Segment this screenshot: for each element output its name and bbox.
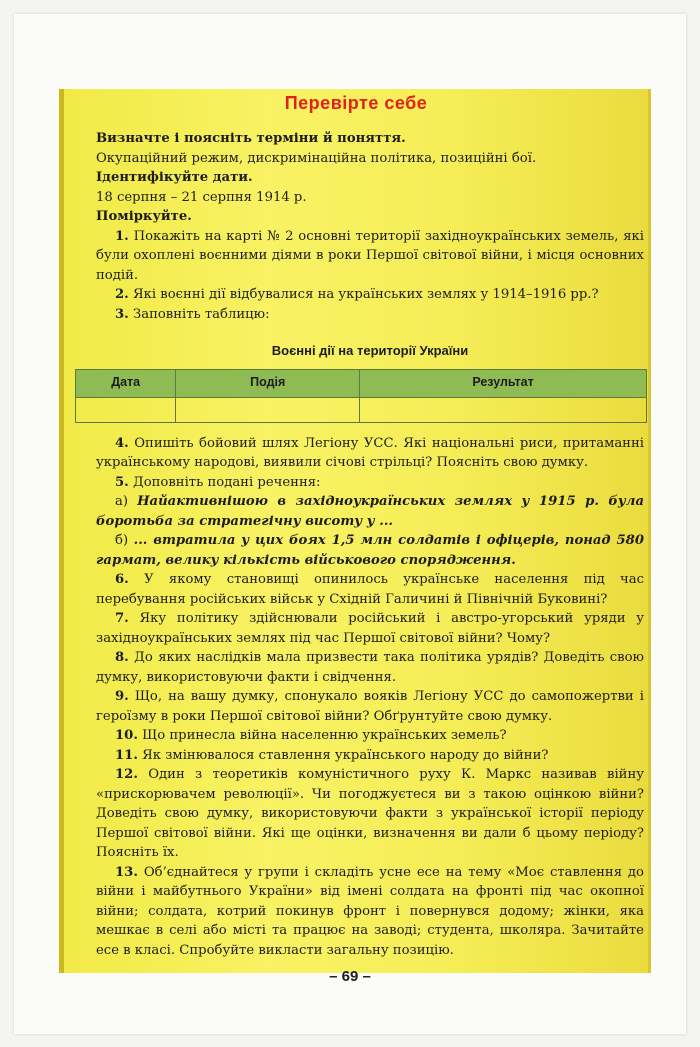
question-8: 8. До яких наслідків мала призвести така політика урядів? Доведіть свою думку, використовуючи факти і свідчення.: [96, 650, 644, 685]
question-2: 2. Які воєнні дії відбувалися на українських землях у 1914–1916 рр.?: [115, 287, 599, 302]
question-3: 3. Заповніть таблицю:: [115, 306, 270, 322]
table-cell: [76, 397, 176, 422]
question-6: 6. У якому становищі опинилось українське населення під час перебування російських військ у Східній Галичині й Північній Буковині?: [96, 572, 644, 607]
terms-text: Окупаційний режим, дискримінаційна політика, позиційні бої.: [96, 150, 537, 166]
check-yourself-panel: [59, 89, 651, 973]
question-13: 13. Об’єднайтеся у групи і складіть усне есе на тему «Моє ставлення до війни і майбутнього України» від імені солдата на фронті під час окопної війни; солдата, котрий покинув фронт і повернувся додому; жінки, яка мешкає в селі або місті та працює на заводі; студента, школяра. Зачитайте есе в класі. Спробуйте викласти загальну позицію.: [96, 864, 644, 958]
page-number: – 69 –: [329, 968, 371, 985]
table-cell: [176, 397, 360, 422]
dates-text: 18 серпня – 21 серпня 1914 р.: [96, 189, 307, 205]
textbook-page: [14, 14, 686, 1034]
question-1: 1. Покажіть на карті № 2 основні території західноукраїнських земель, які були охоплені воєнними діями в роки Першої світової війни, і місця основних подій.: [96, 228, 644, 283]
question-12: 12. Один з теоретиків комуністичного руху К. Маркс називав війну «прискорювачем революції». Чи погоджуєтеся ви з такою оцінкою війни? Доведіть свою думку, використовуючи факти з української історії періоду Першої світової війни. Які ще оцінки, визначення ви дали б цьому періоду? Поясніть їх.: [96, 767, 644, 860]
question-4: 4. Опишіть бойовий шлях Легіону УСС. Які національні риси, притаманні українському народові, виявили січові стрільці? Поясніть свою думку.: [96, 435, 644, 470]
question-5a: а) Найактивнішою в західноукраїнських землях у 1915 р. була боротьба за стратегічну висоту у ...: [96, 494, 644, 529]
panel-content: [96, 129, 644, 960]
question-9: 9. Що, на вашу думку, спонукало вояків Легіону УСС до самопожертви і героїзму в роки Першої світової війни? Обґрунтуйте свою думку.: [96, 689, 644, 724]
panel-title: Перевірте себе: [284, 93, 428, 113]
question-5: 5. Доповніть подані речення:: [115, 474, 321, 490]
question-10: 10. Що принесла війна населенню українських земель?: [115, 728, 507, 743]
question-11: 11. Як змінювалося ставлення українського народу до війни?: [115, 747, 549, 763]
table-row: [76, 397, 647, 422]
question-5b: б) ... втратила у цих боях 1,5 млн солдатів і офіцерів, понад 580 гармат, велику кількість військового спорядження.: [96, 533, 644, 568]
war-events-table: [75, 369, 647, 423]
section-heading-terms: Визначте і поясніть терміни й поняття.: [96, 131, 406, 146]
table-header-row: [76, 369, 647, 397]
table-title: Воєнні дії на території України: [271, 343, 469, 358]
section-heading-think: Поміркуйте.: [96, 209, 192, 224]
table-header-date: Дата: [76, 369, 176, 397]
table-header-result: Результат: [360, 369, 647, 397]
question-7: 7. Яку політику здійснювали російський і австро-угорський уряди у західноукраїнських землях під час Першої світової війни? Чому?: [96, 611, 644, 646]
table-header-event: Подія: [176, 369, 360, 397]
section-heading-dates: Ідентифікуйте дати.: [96, 170, 253, 185]
table-cell: [360, 397, 647, 422]
